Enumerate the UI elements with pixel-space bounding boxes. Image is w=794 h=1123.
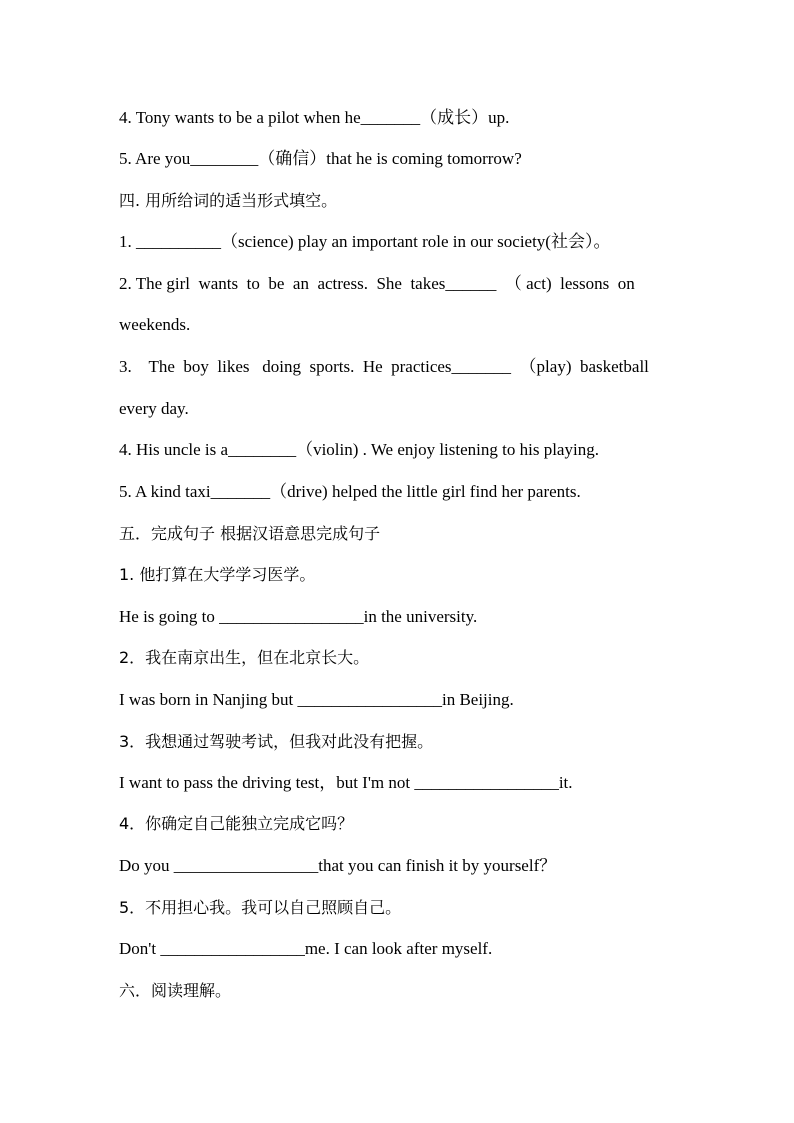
question-s4-4: 4. His uncle is a________（violin) . We enjoy listening to his playing.	[119, 440, 599, 459]
sentence-5-english: Don't _________________me. I can look after myself.	[119, 939, 493, 958]
sentence-3-english: I want to pass the driving test，but I'm not _________________it.	[119, 773, 573, 792]
section-4-heading: 四. 用所给词的适当形式填空。	[119, 191, 338, 210]
section-5-heading: 五．完成句子 根据汉语意思完成句子	[119, 524, 381, 543]
sentence-2-chinese: 2．我在南京出生，但在北京长大。	[119, 648, 370, 667]
section-6-heading: 六．阅读理解。	[119, 981, 232, 1000]
question-s4-3-line1: 3. The boy likes doing sports. He practices_______ （play) basketball	[119, 357, 649, 376]
sentence-2-english: I was born in Nanjing but _________________in Beijing.	[119, 690, 514, 709]
question-s4-1: 1. __________（science) play an important role in our society(社会）。	[119, 232, 611, 251]
question-s4-3-line2: every day.	[119, 399, 189, 418]
question-s4-2-line2: weekends.	[119, 315, 191, 334]
question-s3-5: 5. Are you________（确信）that he is coming tomorrow?	[119, 149, 522, 168]
sentence-1-english: He is going to _________________in the university.	[119, 607, 478, 626]
sentence-5-chinese: 5．不用担心我。我可以自己照顾自己。	[119, 898, 402, 917]
sentence-3-chinese: 3．我想通过驾驶考试，但我对此没有把握。	[119, 732, 434, 751]
sentence-4-english: Do you _________________that you can finish it by yourself？	[119, 856, 557, 875]
question-s4-2-line1: 2. The girl wants to be an actress. She takes______ （ act) lessons on	[119, 274, 635, 293]
sentence-1-chinese: 1. 他打算在大学学习医学。	[119, 565, 316, 584]
question-s4-5: 5. A kind taxi_______（drive) helped the little girl find her parents.	[119, 482, 581, 501]
question-s3-4: 4. Tony wants to be a pilot when he_______（成长）up.	[119, 108, 510, 127]
sentence-4-chinese: 4．你确定自己能独立完成它吗？	[119, 814, 354, 833]
